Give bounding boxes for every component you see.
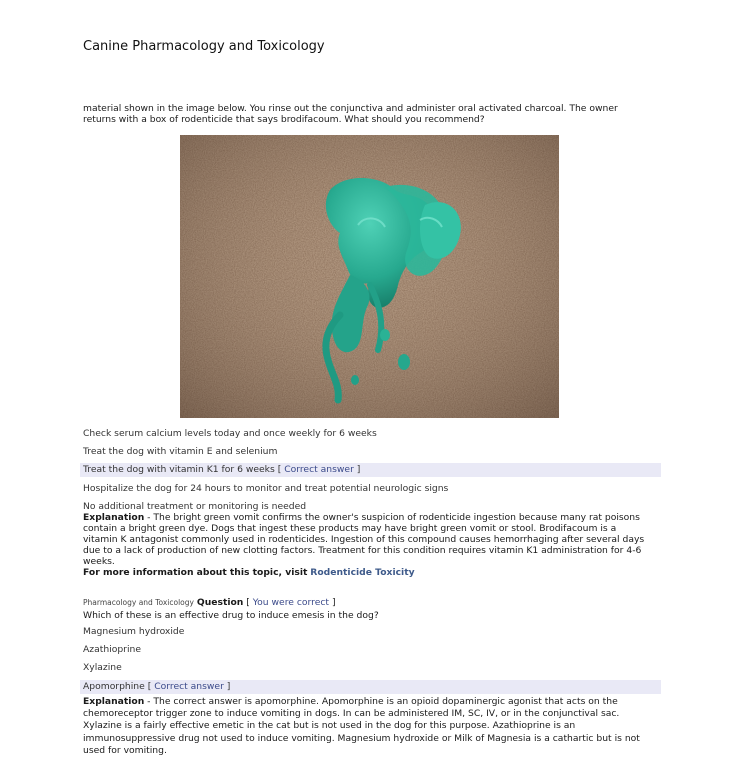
q2-question-text: Which of these is an effective drug to induce emesis in the dog? [83,610,379,621]
question-stem: material shown in the image below. You rinse out the conjunctiva and administer oral activated charcoal. The owner returns with a box of rodenticide that says brodifacoum. What should you recommend? [83,103,618,125]
q1-option-2[interactable]: Treat the dog with vitamin E and selenium [83,446,278,457]
q2-correct-answer-badge: [ Correct answer ] [147,681,231,692]
q2-status-badge: [ You were correct ] [246,597,336,608]
q2-option-1[interactable]: Magnesium hydroxide [83,626,185,637]
q1-option-5[interactable]: No additional treatment or monitoring is needed [83,501,307,512]
q2-explanation-text: - The correct answer is apomorphine. Apomorphine is an opioid dopaminergic agonist that acts on the chemoreceptor trigger zone to induce vomiting in dogs. In can be administered IM, SC, IV, or in the conjunctival sac. Xylazine is a fairly effective emetic in the cat but is not used in the dog for this purpose. Azathioprine is an immunosuppressive drug not used to induce vomiting. Magnesium hydroxide or Milk of Magnesia is a cathartic but is not used for vomiting. [83,696,640,756]
q2-correct-answer-label: Correct answer [154,681,224,692]
q2-option-4-text: Apomorphine [83,681,145,692]
q2-status: You were correct [252,597,330,608]
q1-option-1[interactable]: Check serum calcium levels today and once weekly for 6 weeks [83,428,377,439]
q1-explanation [83,512,653,578]
correct-answer-badge: [ Correct answer ] [277,464,361,475]
q2-question-label: Question [196,597,244,608]
explanation-text: - The bright green vomit confirms the owner's suspicion of rodenticide ingestion because many rat poisons contain a bright green dye. Dogs that ingest these products may have bright green vomit or stool. Brodifacoum is a vitamin K antagonist commonly used in rodenticides. Ingestion of this compound causes hemorrhaging after several days due to a lack of production of new clotting factors. Treatment for this condition requires vitamin K1 administration for 4-6 weeks. [83,512,645,567]
q1-option-3-text: Treat the dog with vitamin K1 for 6 weeks [83,464,275,475]
q2-explanation [83,696,653,757]
q2-category: Pharmacology and Toxicology [83,598,194,607]
q2-option-3[interactable]: Xylazine [83,662,122,673]
more-info-label: For more information about this topic, visit [83,567,308,578]
q2-option-4-correct[interactable] [80,680,661,694]
vomit-photo [180,135,559,418]
q2-explanation-heading: Explanation [83,696,145,707]
q1-option-4[interactable]: Hospitalize the dog for 24 hours to monitor and treat potential neurologic signs [83,483,449,494]
q2-option-2[interactable]: Azathioprine [83,644,141,655]
explanation-heading: Explanation [83,512,145,523]
correct-answer-label: Correct answer [284,464,354,475]
rodenticide-toxicity-link[interactable]: Rodenticide Toxicity [310,567,415,578]
green-vomit-image [180,135,559,418]
q1-option-3-correct[interactable] [80,463,661,477]
page-title: Canine Pharmacology and Toxicology [83,39,325,54]
q2-header [83,597,336,608]
